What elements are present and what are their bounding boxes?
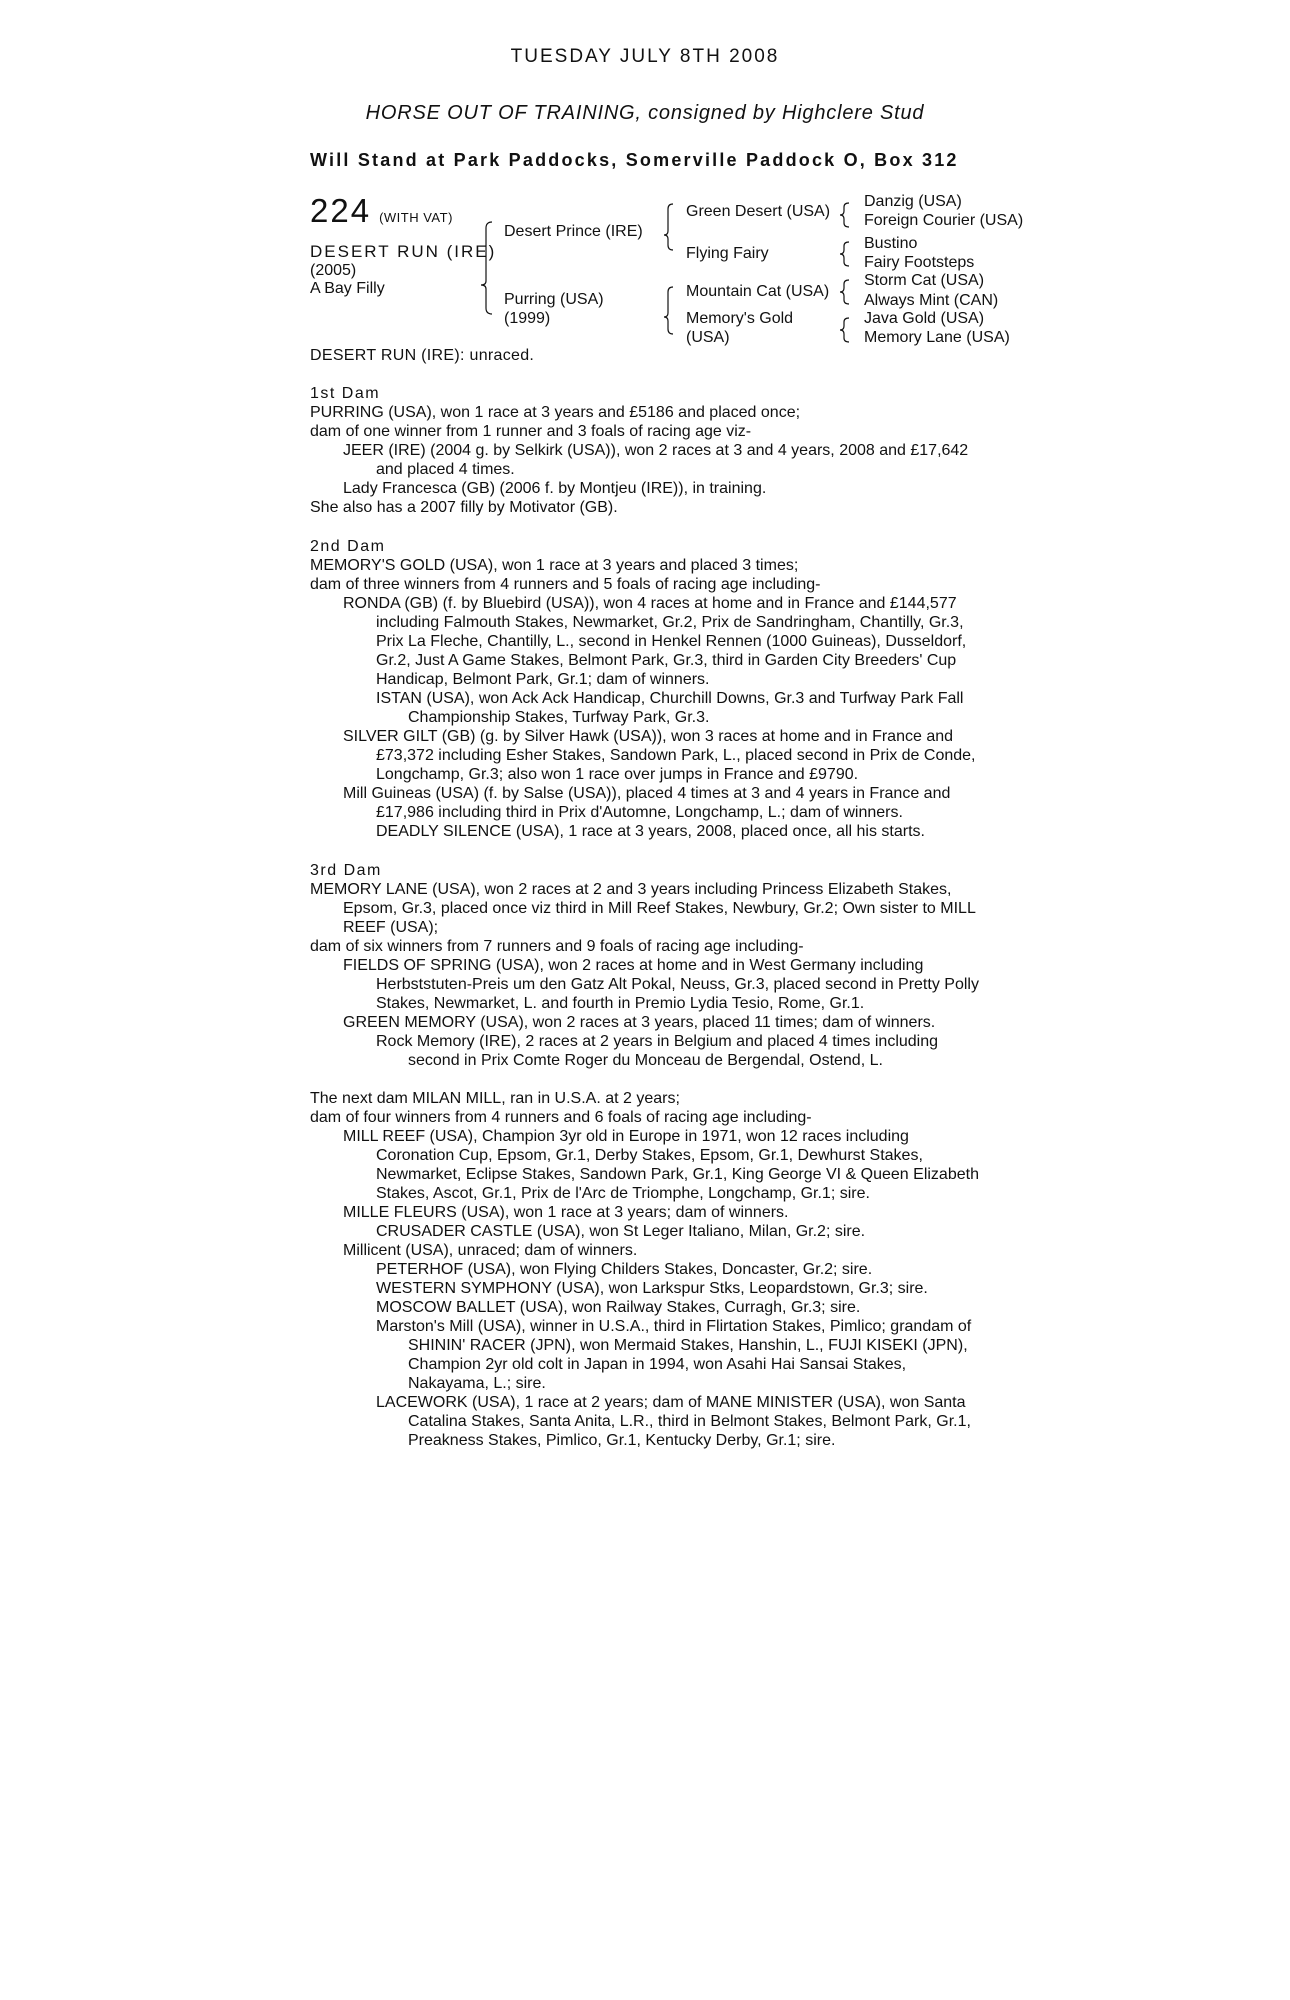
- sale-date: TUESDAY JULY 8TH 2008: [510, 46, 780, 67]
- pedigree-dam-year: (1999): [504, 310, 551, 327]
- produce-entry: FIELDS OF SPRING (USA), won 2 races at home and in West Germany including Herbststuten-Preis um den Gatz Alt Pokal, Neuss, Gr.3, placed second in Pretty Polly Stakes, Newmarket, L. and fourth in Premio Lydia Tesio, Rome, Gr.1.: [343, 957, 979, 1012]
- produce-note: She also has a 2007 filly by Motivator (GB).: [310, 499, 618, 516]
- horse-name: DESERT RUN (IRE): [310, 242, 497, 261]
- produce-entry: MILL REEF (USA), Champion 3yr old in Europe in 1971, won 12 races including Coronation Cup, Epsom, Gr.1, Derby Stakes, Epsom, Gr.1, Dewhurst Stakes, Newmarket, Eclipse Stakes, Sandown Park, Gr.1, King George VI & Queen Elizabeth Stakes, Ascot, Gr.1, Prix de l'Arc de Triomphe, Longchamp, Gr.1; sire.: [343, 1128, 979, 1202]
- produce-entry: Millicent (USA), unraced; dam of winners.: [343, 1242, 638, 1259]
- lot-number: 224: [310, 192, 372, 229]
- race-record-note: DESERT RUN (IRE): unraced.: [310, 347, 535, 364]
- pedigree-g3-7: Java Gold (USA): [864, 310, 985, 327]
- produce-entry: SILVER GILT (GB) (g. by Silver Hawk (USA)), won 3 races at home and in France and £73,372 including Esher Stakes, Sandown Park, L., placed second in Prix de Conde, Longchamp, Gr.3; also won 1 race over jumps in France and £9790.: [343, 728, 976, 783]
- produce-entry: Lady Francesca (GB) (2006 f. by Montjeu (IRE)), in training.: [343, 480, 767, 497]
- sale-subtitle: HORSE OUT OF TRAINING, consigned by Highclere Stud: [365, 102, 925, 124]
- produce-entry: CRUSADER CASTLE (USA), won St Leger Italiano, Milan, Gr.2; sire.: [376, 1223, 866, 1240]
- produce-entry: GREEN MEMORY (USA), won 2 races at 3 years, placed 11 times; dam of winners.: [343, 1014, 936, 1031]
- pedigree-notes: [310, 384, 985, 1450]
- fourth-dam-record: The next dam MILAN MILL, ran in U.S.A. at 2 years;: [310, 1090, 680, 1107]
- section-gap: [310, 1070, 985, 1089]
- pedigree-g3-1: Danzig (USA): [864, 193, 962, 210]
- pedigree-g3-5: Storm Cat (USA): [864, 272, 985, 289]
- pedigree-dam-dam-country: (USA): [686, 329, 730, 346]
- horse-description: A Bay Filly: [310, 280, 385, 297]
- produce-entry: Marston's Mill (USA), winner in U.S.A., third in Flirtation Stakes, Pimlico; grandam of SHININ' RACER (JPN), won Mermaid Stakes, Hanshin, L., FUJI KISEKI (JPN), Champion 2yr old colt in Japan in 1994, won Asahi Hai Sansai Stakes, Nakayama, L.; sire.: [376, 1318, 972, 1392]
- produce-entry: MOSCOW BALLET (USA), won Railway Stakes, Curragh, Gr.3; sire.: [376, 1299, 861, 1316]
- second-dam-produce-summary: dam of three winners from 4 runners and 5 foals of racing age including-: [310, 576, 821, 593]
- produce-entry: RONDA (GB) (f. by Bluebird (USA)), won 4 races at home and in France and £144,577 including Falmouth Stakes, Newmarket, Gr.2, Prix de Sandringham, Chantilly, Gr.3, Prix La Fleche, Chantilly, L., second in Henkel Rennen (1000 Guineas), Dusseldorf, Gr.2, Just A Game Stakes, Belmont Park, Gr.3, third in Garden City Breeders' Cup Handicap, Belmont Park, Gr.1; dam of winners.: [343, 595, 967, 688]
- pedigree-g3-6: Always Mint (CAN): [864, 292, 999, 309]
- third-dam-produce-summary: dam of six winners from 7 runners and 9 foals of racing age including-: [310, 938, 804, 955]
- pedigree-dam-dam: Memory's Gold: [686, 310, 794, 327]
- first-dam-record: PURRING (USA), won 1 race at 3 years and £5186 and placed once;: [310, 404, 801, 421]
- second-dam-heading: 2nd Dam: [310, 538, 386, 555]
- produce-entry: DEADLY SILENCE (USA), 1 race at 3 years, 2008, placed once, all his starts.: [376, 823, 925, 840]
- produce-entry: ISTAN (USA), won Ack Ack Handicap, Churchill Downs, Gr.3 and Turfway Park Fall Championship Stakes, Turfway Park, Gr.3.: [376, 690, 964, 726]
- third-dam-heading: 3rd Dam: [310, 862, 382, 879]
- first-dam-heading: 1st Dam: [310, 385, 381, 402]
- produce-entry: LACEWORK (USA), 1 race at 2 years; dam of MANE MINISTER (USA), won Santa Catalina Stakes, Santa Anita, L.R., third in Belmont Stakes, Belmont Park, Gr.1, Preakness Stakes, Pimlico, Gr.1, Kentucky Derby, Gr.1; sire.: [376, 1394, 971, 1449]
- horse-year: (2005): [310, 262, 357, 279]
- lot-number-block: [310, 192, 453, 230]
- produce-entry: PETERHOF (USA), won Flying Childers Stakes, Doncaster, Gr.2; sire.: [376, 1261, 873, 1278]
- pedigree-g3-8: Memory Lane (USA): [864, 329, 1010, 346]
- stand-location: Will Stand at Park Paddocks, Somerville Paddock O, Box 312: [310, 150, 959, 170]
- produce-entry: Rock Memory (IRE), 2 races at 2 years in Belgium and placed 4 times including second in Prix Comte Roger du Monceau de Bergendal, Ostend, L.: [376, 1033, 939, 1069]
- produce-entry: WESTERN SYMPHONY (USA), won Larkspur Stks, Leopardstown, Gr.3; sire.: [376, 1280, 928, 1297]
- vat-note: (WITH VAT): [379, 210, 453, 225]
- pedigree-sire-sire: Green Desert (USA): [686, 203, 831, 220]
- produce-entry: MILLE FLEURS (USA), won 1 race at 3 years; dam of winners.: [343, 1204, 789, 1221]
- pedigree-g3-3: Bustino: [864, 235, 918, 252]
- pedigree-g3-2: Foreign Courier (USA): [864, 212, 1024, 229]
- pedigree-dam: Purring (USA): [504, 291, 604, 308]
- pedigree-sire-dam: Flying Fairy: [686, 245, 769, 262]
- first-dam-produce-summary: dam of one winner from 1 runner and 3 foals of racing age viz-: [310, 423, 752, 440]
- produce-entry: JEER (IRE) (2004 g. by Selkirk (USA)), won 2 races at 3 and 4 years, 2008 and £17,642 and placed 4 times.: [343, 442, 969, 478]
- pedigree-g3-4: Fairy Footsteps: [864, 254, 975, 271]
- produce-entry: Mill Guineas (USA) (f. by Salse (USA)), placed 4 times at 3 and 4 years in France and £17,986 including third in Prix d'Automne, Longchamp, L.; dam of winners.: [343, 785, 951, 821]
- pedigree-sire: Desert Prince (IRE): [504, 223, 643, 240]
- third-dam-record: MEMORY LANE (USA), won 2 races at 2 and 3 years including Princess Elizabeth Stakes, Epsom, Gr.3, placed once viz third in Mill Reef Stakes, Newbury, Gr.2; Own sister to MILL REEF (USA);: [310, 881, 976, 936]
- fourth-dam-produce-summary: dam of four winners from 4 runners and 6 foals of racing age including-: [310, 1109, 812, 1126]
- second-dam-record: MEMORY'S GOLD (USA), won 1 race at 3 years and placed 3 times;: [310, 557, 799, 574]
- pedigree-dam-sire: Mountain Cat (USA): [686, 283, 830, 300]
